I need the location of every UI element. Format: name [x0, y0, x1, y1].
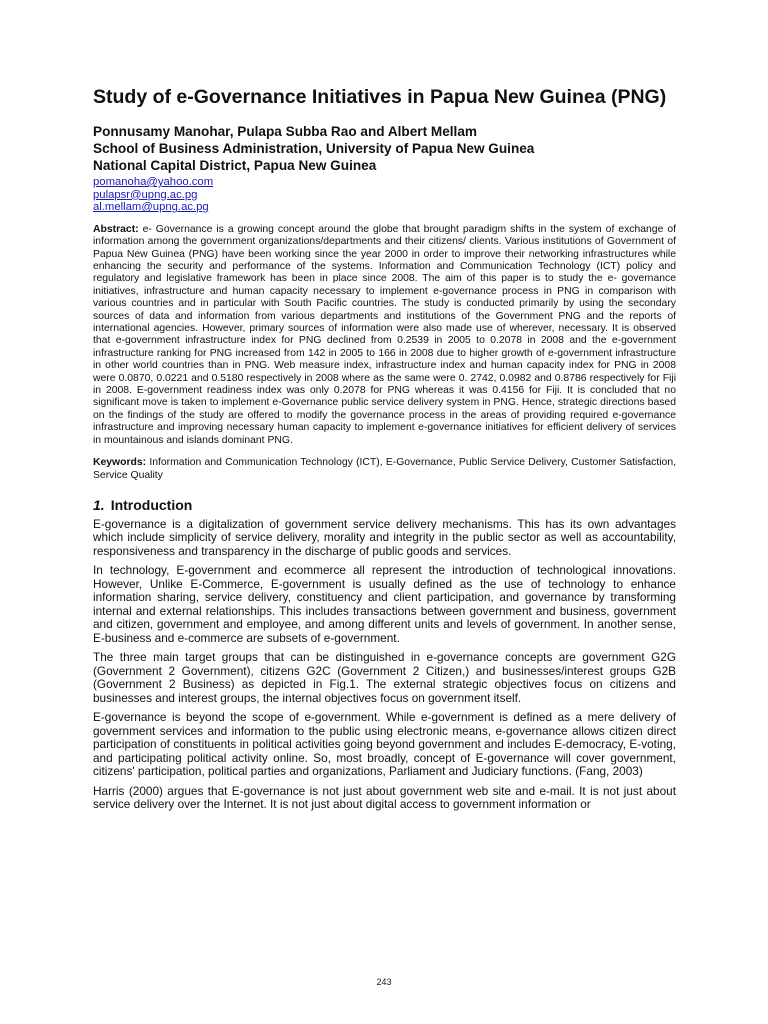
abstract-text: e- Governance is a growing concept around the globe that brought paradigm shifts in the system of exchange of information among the government organizations/departments and their citizens/ clients. Various institutions of Government of Papua New Guinea (PNG) have been working since the year 2000 in order to improve their networking infrastructures while enhancing the security and performance of the systems. Information and Communication Technology (ICT) policy and regulatory and legislative framework has been in place since 2008. The aim of this paper is to study the e- governance initiatives, infrastructure and human capacity necessary to implement e-governance process in PNG in comparison with various countries and in particular with South Pacific countries. The study is conducted primarily by using the secondary sources of data and information from various departments and institutions of the Government PNG and the reports of international agencies. However, primary sources of information were also made use of wherever, necessary. It is observed that e-government infrastructure index for PNG declined from 0.2539 in 2005 to 0.2078 in 2008 and the e-government infrastructure ranking for PNG increased from 142 in 2005 to 166 in 2008 due to higher growth of e-government infrastructure in other world countries than in PNG. Web measure index, infrastructure index and human capacity index for PNG in 2008 were 0.0870, 0.0221 and 0.5180 respectively in 2008 where as the same were 0. 2742, 0.0982 and 0.8786 respectively for Fiji in 2008. E-government readiness index was only 0.2078 for PNG whereas it was 0.4156 for Fiji. It is concluded that no significant move is taken to implement e-Governance public service delivery system in PNG. Hence, strategic directions based on the findings of the study are offered to modify the governance process in the areas of providing required e-governance infrastructure and improving necessary human capacity to implement e-governance initiatives for efficient delivery of services in mountainous and islands dominant PNG.: [93, 223, 676, 446]
author-emails: [93, 176, 676, 214]
email-link[interactable]: pulapsr@upng.ac.pg: [93, 188, 198, 201]
author-location: National Capital District, Papua New Guinea: [93, 158, 377, 173]
email-link[interactable]: al.mellam@upng.ac.pg: [93, 201, 209, 214]
abstract-label: Abstract:: [93, 223, 139, 235]
section-heading: [93, 496, 676, 514]
section-title: Introduction: [110, 496, 193, 513]
paper-page: [93, 86, 676, 818]
keywords-label: Keywords:: [93, 457, 147, 469]
author-names: Ponnusamy Manohar, Pulapa Subba Rao and Albert Mellam: [93, 124, 477, 139]
email-link[interactable]: pomanoha@yahoo.com: [93, 176, 214, 188]
keywords: [93, 457, 676, 482]
paragraph: The three main target groups that can be distinguished in e-governance concepts are government G2G (Government 2 Government), citizens G2C (Government 2 Citizen,) and businesses/interest groups G2B (Government 2 Business) as depicted in Fig.1. The external strategic objectives focus on citizens and businesses and interest groups, the internal objectives focus on government itself.: [93, 650, 676, 705]
author-affiliation: School of Business Administration, University of Papua New Guinea: [93, 141, 535, 156]
paper-title: Study of e-Governance Initiatives in Papua New Guinea (PNG): [93, 86, 667, 108]
paragraph: In technology, E-government and ecommerce all represent the introduction of technological innovations. However, Unlike E-Commerce, E-government is usually defined as the use of technology to enhance information sharing, service delivery, constituency and client participation, and governance by transforming internal and external relationships. This includes transactions between government and business, government and citizen, government and employee, and among different units and levels of government. In another sense, E-business and e-commerce are subsets of e-government.: [93, 563, 676, 645]
paragraph: E-governance is beyond the scope of e-government. While e-government is defined as a mere delivery of government services and information to the public using electronic means, e-governance allows citizen direct participation of constituents in political activities going beyond government and includes E-democracy, E-voting, and participating political activity online. So, most broadly, concept of E-governance will cover government, citizens' participation, political parties and organizations, Parliament and Judiciary functions. (Fang, 2003): [93, 710, 676, 779]
paragraph: E-governance is a digitalization of government service delivery mechanisms. This has its own advantages which include simplicity of service delivery, morality and integrity in the public sector as well as accountability, responsiveness and transparency in the discharge of public goods and services.: [93, 516, 676, 558]
section-number: 1.: [93, 496, 105, 513]
abstract: [93, 224, 676, 447]
page-number: 243: [376, 977, 392, 987]
paragraph: Harris (2000) argues that E-governance is not just about government web site and e-mail. It is not just about service delivery over the Internet. It is not just about digital access to government information or: [93, 783, 676, 812]
keywords-text: Information and Communication Technology (ICT), E-Governance, Public Service Delivery, Customer Satisfaction, Service Quality: [93, 457, 677, 481]
